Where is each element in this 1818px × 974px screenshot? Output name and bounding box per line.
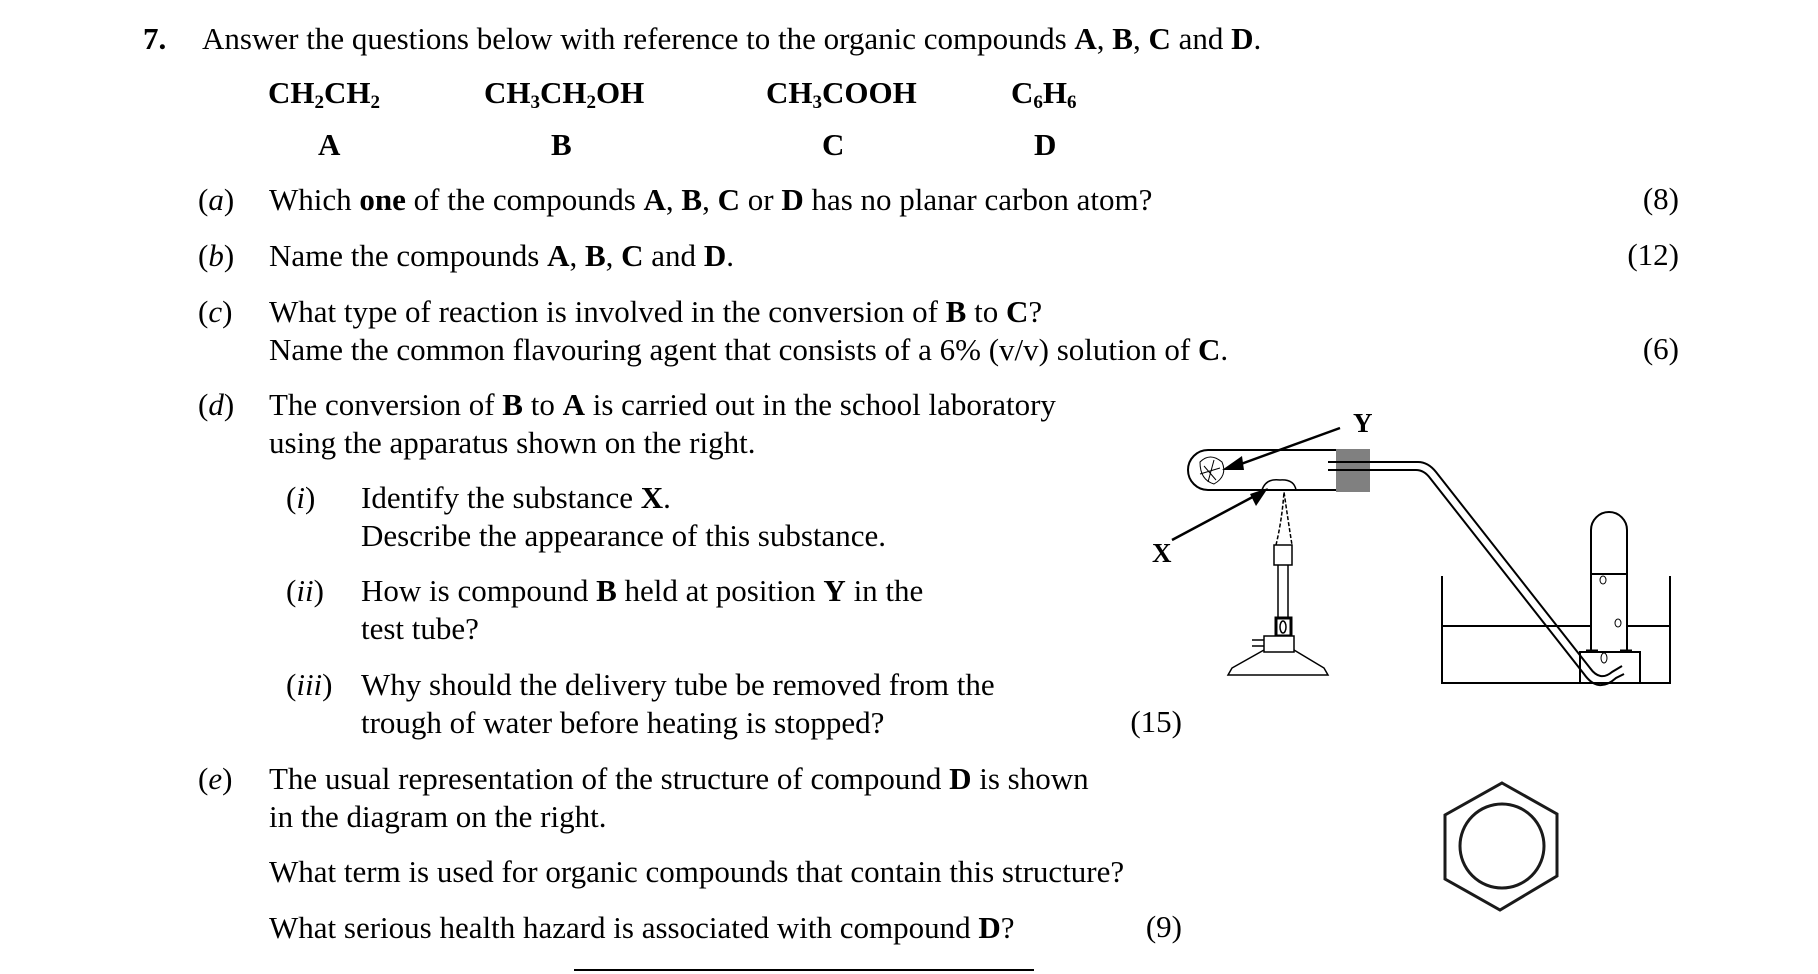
water-trough: [1442, 576, 1670, 683]
part-d-line1: The conversion of B to A is carried out in the school laboratory: [269, 387, 1056, 422]
label-y: Y: [1353, 408, 1373, 438]
part-b-label: (b): [198, 238, 235, 273]
formula-d: $C_6H_6$: [1011, 75, 1077, 113]
part-a-marks: (8): [1642, 181, 1679, 216]
part-d-iii-line1: Why should the delivery tube be removed from the: [361, 667, 995, 702]
gas-jar: [1586, 512, 1632, 663]
part-d-line2: using the apparatus shown on the right.: [269, 425, 756, 460]
part-d-i-line2: Describe the appearance of this substance.: [361, 518, 887, 553]
formula-a: $CH_2CH_2$: [268, 75, 380, 113]
formula-b: $CH_3CH_2OH$: [484, 75, 645, 113]
bung: [1336, 449, 1370, 492]
bunsen-burner: [1228, 492, 1328, 675]
part-c-marks: (6): [1642, 331, 1679, 366]
compound-label-a: A: [318, 127, 341, 162]
part-d-iii-line2: trough of water before heating is stopped?: [361, 705, 885, 740]
part-e-line1: The usual representation of the structure of compound D is shown: [269, 761, 1089, 796]
part-d-ii-line1: How is compound B held at position Y in the: [361, 573, 924, 608]
part-a-text: Which one of the compounds A, B, C or D has no planar carbon atom?: [269, 182, 1153, 217]
part-e-question-1: What term is used for organic compounds that contain this structure?: [269, 854, 1125, 889]
question-number: 7.: [143, 21, 167, 56]
part-d-iii-label: (iii): [286, 667, 333, 702]
part-d-marks: (15): [1130, 704, 1182, 739]
x-arrow: [1172, 492, 1262, 540]
formula-c: $CH_3COOH$: [766, 75, 917, 113]
part-b-marks: (12): [1627, 237, 1679, 272]
compound-label-b: B: [551, 127, 572, 162]
test-tube: [1188, 450, 1358, 490]
part-e-question-2: What serious health hazard is associated with compound D?: [269, 910, 1015, 945]
section-divider: [574, 969, 1034, 971]
part-e-line2: in the diagram on the right.: [269, 799, 607, 834]
compound-label-d: D: [1034, 127, 1057, 162]
y-arrow: [1230, 428, 1340, 468]
part-d-i-label: (i): [286, 480, 316, 515]
label-x: X: [1152, 538, 1172, 568]
part-d-label: (d): [198, 387, 235, 422]
part-e-marks: (9): [1145, 909, 1182, 944]
part-b-text: Name the compounds A, B, C and D.: [269, 238, 734, 273]
part-a-label: (a): [198, 182, 235, 217]
part-e-label: (e): [198, 761, 233, 796]
question-header: 7. Answer the questions below with reference to the organic compounds A, B, C and D.: [143, 21, 1262, 56]
delivery-tube: [1328, 462, 1624, 685]
part-c-label: (c): [198, 294, 233, 329]
part-d-ii-label: (ii): [286, 573, 324, 608]
benzene-ring-icon: [1445, 783, 1557, 910]
part-c-line1: What type of reaction is involved in the conversion of B to C?: [269, 294, 1043, 329]
part-d-i-line1: Identify the substance X.: [361, 480, 671, 515]
compound-label-c: C: [822, 127, 845, 162]
part-d-ii-line2: test tube?: [361, 611, 479, 646]
part-c-line2: Name the common flavouring agent that consists of a 6% (v/v) solution of C.: [269, 332, 1229, 367]
